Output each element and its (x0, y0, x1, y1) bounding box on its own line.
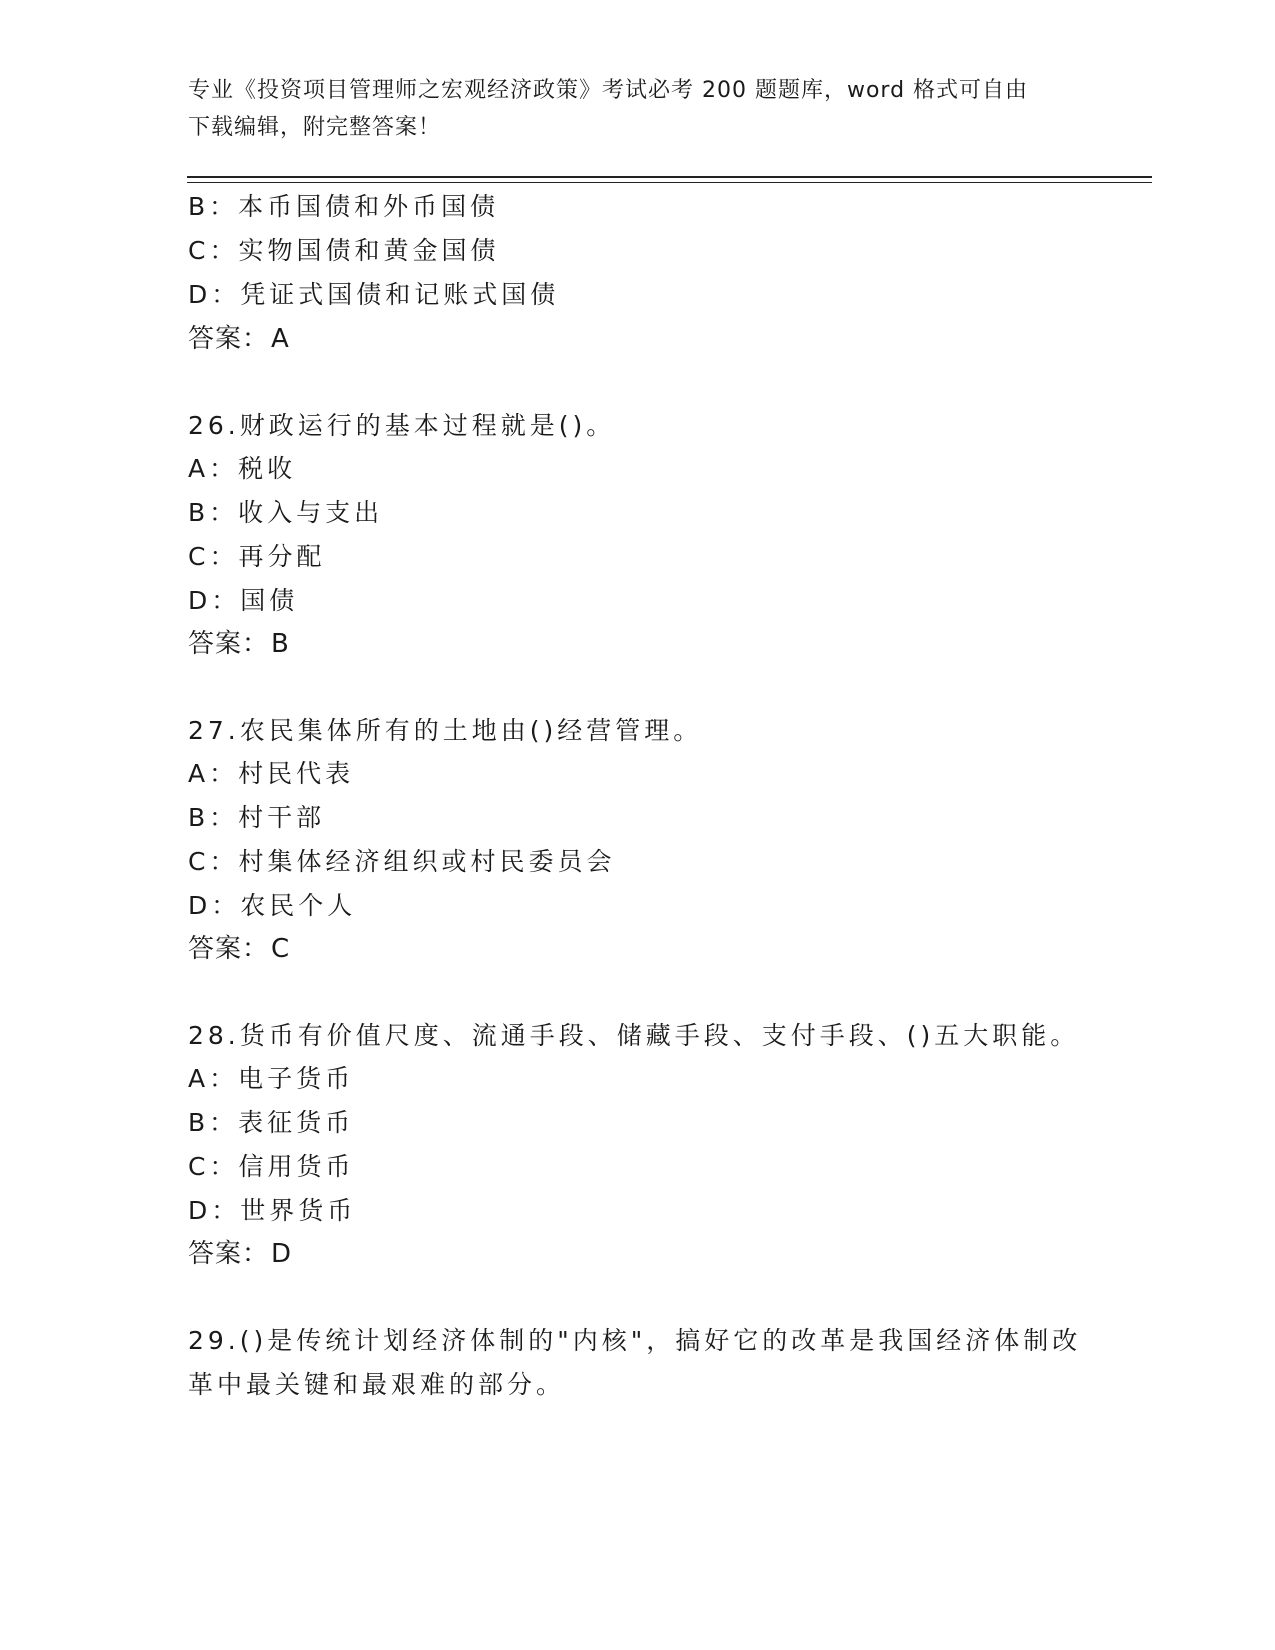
q25-option-d: D：凭证式国债和记账式国债 (188, 280, 560, 309)
q26-option-d: D：国债 (188, 586, 299, 615)
document-header (188, 72, 1088, 146)
q26-question: 26.财政运行的基本过程就是()。 (188, 411, 616, 440)
q26-option-a: A：税收 (188, 454, 297, 483)
q28-option-d: D：世界货币 (188, 1196, 357, 1225)
q27-answer (188, 933, 290, 965)
q26-option-c: C：再分配 (188, 542, 326, 571)
q25-option-c: C：实物国债和黄金国债 (188, 236, 500, 265)
answer-label: 答案： (188, 629, 270, 659)
q27-question: 27.农民集体所有的土地由()经营管理。 (188, 716, 703, 745)
answer-value: A (271, 324, 290, 354)
q26-option-b: B：收入与支出 (188, 498, 384, 527)
answer-label: 答案： (188, 324, 270, 354)
q28-option-c: C：信用货币 (188, 1152, 355, 1181)
q28-answer (188, 1238, 292, 1270)
answer-value: B (271, 629, 290, 659)
header-line-1: 专业《投资项目管理师之宏观经济政策》考试必考 200 题题库，word 格式可自由 (188, 78, 1029, 103)
header-divider-thin (187, 182, 1152, 183)
answer-label: 答案： (188, 1239, 270, 1269)
q29-question-line-2: 革中最关键和最艰难的部分。 (188, 1370, 566, 1399)
q28-question: 28.货币有价值尺度、流通手段、储藏手段、支付手段、()五大职能。 (188, 1021, 1080, 1050)
q28-option-a: A：电子货币 (188, 1064, 355, 1093)
q26-answer (188, 628, 290, 660)
answer-label: 答案： (188, 934, 270, 964)
q29-question-line-1: 29.()是传统计划经济体制的"内核"，搞好它的改革是我国经济体制改 (188, 1326, 1082, 1355)
header-line-2: 下载编辑，附完整答案！ (188, 115, 442, 140)
answer-value: C (271, 934, 291, 964)
header-divider-thick (187, 176, 1152, 178)
q28-option-b: B：表征货币 (188, 1108, 355, 1137)
q27-option-b: B：村干部 (188, 803, 326, 832)
q27-option-a: A：村民代表 (188, 759, 355, 788)
q27-option-c: C：村集体经济组织或村民委员会 (188, 847, 616, 876)
answer-value: D (271, 1239, 293, 1269)
q25-option-b: B：本币国债和外币国债 (188, 192, 500, 221)
q25-answer (188, 323, 290, 355)
q27-option-d: D：农民个人 (188, 891, 357, 920)
